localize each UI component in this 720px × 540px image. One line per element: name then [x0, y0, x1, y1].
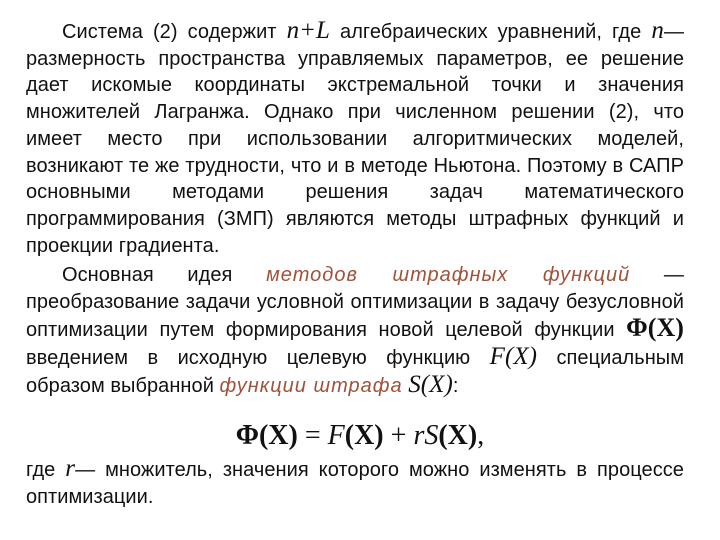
paragraph-multiplier	[26, 456, 684, 510]
term-penalty-methods: методов штрафных функций	[266, 264, 631, 286]
p1-text-c: — размерность пространства управляемых параметров, ее решение дает искомые координаты экстремальной точки и значения множителей Лагранжа. Однако при численном решении (2), что имеет место при использовании алгоритмических моделей, возникают те же трудности, что и в методе Ньютона. Поэтому в САПР основными методами решения задач математического программирования (ЗМП) являются методы штрафных функций и проекции градиента.	[26, 21, 684, 257]
formula-comma: ,	[477, 420, 485, 451]
term-penalty-function: функции штрафа	[219, 374, 403, 397]
penalty-formula	[0, 420, 720, 452]
p1-text-b: алгебраических уравнений, где	[330, 21, 652, 43]
math-f-x: F(X)	[489, 343, 538, 371]
formula-equals: =	[297, 420, 328, 451]
math-s-x: S(X)	[408, 370, 453, 398]
math-r: r	[65, 455, 76, 482]
math-n: n	[651, 17, 664, 44]
p3-text-a: где	[26, 459, 66, 481]
formula-plus: +	[383, 420, 414, 451]
p2-text-d: специальным образом выбранной	[26, 347, 685, 397]
p2-text-b: — преобразование задачи условной оптимизации в задачу безусловной оптимизации путем формирования новой целевой функции	[26, 264, 684, 342]
p1-text-a: Система (2) содержит	[62, 21, 287, 43]
formula-f: F	[327, 420, 345, 451]
p3-text-b: — множитель, значения которого можно изменять в процессе оптимизации.	[26, 459, 684, 508]
p2-text-a: Основная идея	[62, 264, 267, 286]
formula-s-arg: (X)	[438, 420, 478, 451]
formula-phi-x: Φ(X)	[235, 420, 298, 451]
formula-f-arg: (X)	[344, 420, 384, 451]
math-phi-x: Φ(X)	[626, 313, 684, 343]
formula-rs: rS	[413, 420, 439, 451]
p2-text-c: введением в исходную целевую функцию	[26, 347, 490, 370]
paragraph-system-equations	[26, 18, 684, 259]
p2-text-f: :	[452, 374, 459, 397]
paragraph-penalty-methods	[26, 262, 684, 400]
math-n-plus-l: n+L	[286, 17, 330, 44]
